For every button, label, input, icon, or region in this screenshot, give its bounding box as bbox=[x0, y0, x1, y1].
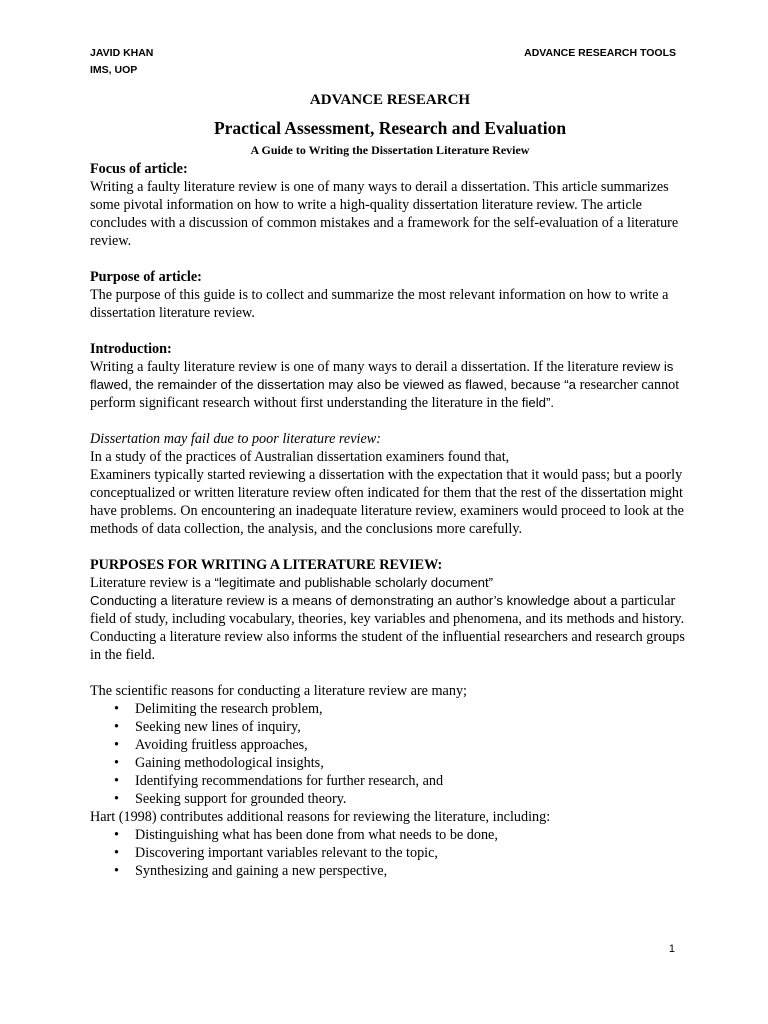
focus-heading: Focus of article: bbox=[90, 161, 188, 177]
list-item: • Seeking new lines of inquiry, bbox=[90, 718, 690, 736]
purposes-heading: PURPOSES FOR WRITING A LITERATURE REVIEW: bbox=[90, 557, 443, 573]
introduction-text bbox=[90, 358, 690, 412]
list-item: • Gaining methodological insights, bbox=[90, 754, 690, 772]
failure-subheading: Dissertation may fail due to poor literature review: bbox=[90, 431, 381, 447]
list-item: • Avoiding fruitless approaches, bbox=[90, 736, 690, 754]
purposes-line bbox=[90, 574, 690, 592]
purpose-section bbox=[90, 268, 690, 322]
list-item: • Distinguishing what has been done from what needs to be done, bbox=[90, 826, 690, 844]
hart-reasons-list bbox=[90, 826, 690, 880]
purpose-text: The purpose of this guide is to collect and summarize the most relevant information on how to write a dissertation literature review. bbox=[90, 287, 669, 321]
purposes-line bbox=[90, 592, 690, 664]
purposes-text-part: particular field of study, including vocabulary, theories, key variables and phenomena, and its methods and history. Conducting a literature review also informs the student of the influential researchers and research groups in the field. bbox=[90, 593, 685, 663]
list-item: • Discovering important variables relevant to the topic, bbox=[90, 844, 690, 862]
article-title: Practical Assessment, Research and Evaluation bbox=[213, 118, 567, 138]
page-header-right bbox=[524, 45, 676, 62]
scientific-reasons-section bbox=[90, 682, 690, 808]
scientific-intro: The scientific reasons for conducting a literature review are many; bbox=[90, 683, 467, 699]
failure-line: In a study of the practices of Australian dissertation examiners found that, bbox=[90, 449, 510, 465]
failure-line: Examiners typically started reviewing a dissertation with the expectation that it would pass; but a poorly conceptualized or written literature review often indicated for them that the rest of the dissertation might have problems. On encountering an inadequate literature review, examiners would proceed to look at the methods of data collection, the analysis, and the conclusions more carefully. bbox=[90, 467, 684, 537]
header-affiliation: IMS, UOP bbox=[90, 64, 138, 76]
article-subtitle: A Guide to Writing the Dissertation Literature Review bbox=[250, 143, 530, 157]
introduction-text-part: field”. bbox=[521, 395, 555, 410]
list-item: • Delimiting the research problem, bbox=[90, 700, 690, 718]
list-item: • Identifying recommendations for further research, and bbox=[90, 772, 690, 790]
introduction-text-part: Writing a faulty literature review is one of many ways to derail a dissertation. If the literature bbox=[90, 359, 623, 375]
document-body bbox=[90, 91, 690, 880]
introduction-section bbox=[90, 340, 690, 412]
focus-text: Writing a faulty literature review is one of many ways to derail a dissertation. This article summarizes some pivotal information on how to write a high-quality dissertation literature review. The article concludes with a discussion of common mistakes and a framework for the self-evaluation of a literature review. bbox=[90, 179, 679, 249]
purposes-text-part: Literature review is a bbox=[90, 575, 215, 591]
page-header-left bbox=[90, 45, 153, 79]
introduction-heading: Introduction: bbox=[90, 341, 172, 357]
hart-reasons-section bbox=[90, 808, 690, 880]
scientific-reasons-list bbox=[90, 700, 690, 808]
introduction-text-part: review is flawed, the remainder of the dissertation may also be viewed as flawed, because “a bbox=[90, 359, 674, 392]
purposes-quote: “legitimate and publishable scholarly document” bbox=[214, 575, 494, 590]
purposes-section bbox=[90, 556, 690, 664]
purpose-heading: Purpose of article: bbox=[90, 269, 202, 285]
introduction-text-part: researcher cannot perform significant research without first understanding the literature in the bbox=[90, 377, 680, 411]
page-number: 1 bbox=[668, 943, 675, 955]
failure-section bbox=[90, 430, 690, 538]
focus-section bbox=[90, 160, 690, 250]
header-course: ADVANCE RESEARCH TOOLS bbox=[524, 47, 676, 59]
header-author: JAVID KHAN bbox=[90, 47, 154, 59]
hart-intro: Hart (1998) contributes additional reasons for reviewing the literature, including: bbox=[90, 809, 551, 825]
main-title: ADVANCE RESEARCH bbox=[309, 92, 471, 108]
list-item: • Seeking support for grounded theory. bbox=[90, 790, 690, 808]
list-item: • Synthesizing and gaining a new perspective, bbox=[90, 862, 690, 880]
purposes-text-part: Conducting a literature review is a means of demonstrating an author’s knowledge about a bbox=[90, 593, 618, 608]
